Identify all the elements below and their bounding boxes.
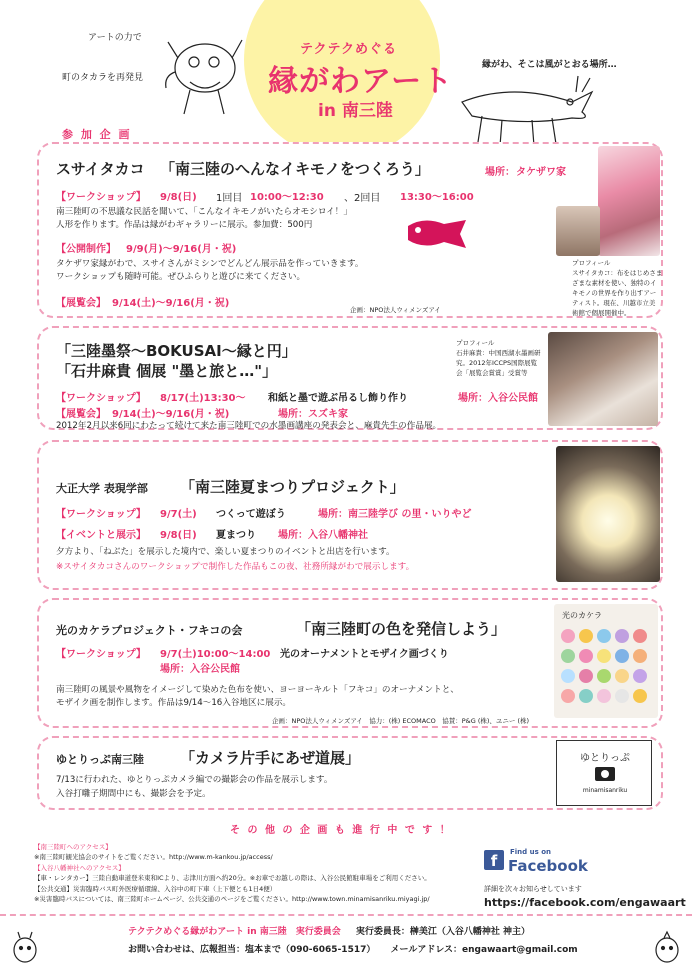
facebook-url[interactable]: https://facebook.com/engawaart [484,896,686,909]
card4-text-1: 南三陸町の風景や風物をイメージして染めた色布を使い、ヨーヨーキルト「フキコ」のオーナメントと、 [56,685,459,695]
mosaic-dots [558,626,654,714]
card1-pub-date: 9/9(月)～9/16(月・祝) [126,244,237,255]
card1-title-artist: スサイタカコ [56,160,145,178]
card4-ws-place-label: 場所： [160,664,190,675]
card1-ws-time1: 10:00～12:30 [250,192,324,203]
card3-ws-desc: つくって遊ぼう [216,509,286,520]
card2-title-2: 「石井麻貴 個展 "墨と旅と…"」 [56,362,278,380]
card3-ws-place: 南三陸学び の里・いりやど [348,509,472,520]
title-place: in 南三陸 [318,101,393,121]
card4-title-event: 「南三陸町の色を発信しよう」 [296,620,507,638]
mascot-left-illustration [10,930,40,966]
card1-profile-line: ざまな素材を使い、独特のイ [572,279,657,287]
card1-profile-line: 術館で個展開催中。 [572,309,631,317]
card2-ws-label: 【ワークショップ】 [56,393,146,404]
access-line: 【車・レンタカー】三陸自動車道登米東和ICより、志津川方面へ約20分。※お車でお越しの際は、入谷公民館駐車場をご利用ください。 [34,874,431,883]
card4-ws-label: 【ワークショップ】 [56,649,146,660]
card3-ws-label: 【ワークショップ】 [56,509,146,520]
access-line: ※災害臨時バスについては、南三陸町ホームページ、公共交通のページをご覧ください。http://www.town.minamisanriku.miyagi.jp/ [34,895,430,904]
card1-title-event: 「南三陸のへんなイキモノをつくろう」 [160,160,430,178]
card1-exh-date: 9/14(土)～9/16(月・祝) [112,298,230,309]
mascot-right-illustration [652,930,682,966]
facebook-note: 詳細を次々お知らせしています [484,885,582,893]
card1-pub-text2: ワークショップも随時可能。ぜひふらりと遊びに来てください。 [56,272,306,282]
footer-contact: お問い合わせは、広報担当：塩本まで（090-6065-1517） [128,945,376,955]
creature-doll-image [404,214,470,254]
creature-illustration-right [452,72,602,152]
card1-ws-date: 9/8(日) [160,192,197,203]
card3-ev-desc: 夏まつり [216,530,256,541]
facebook-find: Find us on [510,848,551,856]
footer-committee: テクテクめぐる縁がわアート in 南三陸 実行委員会 [128,927,341,937]
card3-title-org: 大正大学 表現学部 [56,482,148,495]
footer-chair: 実行委員長：榊美江（入谷八幡神社 神主） [355,927,531,937]
card1-place: タケザワ家 [516,167,566,178]
card2-ws-date: 8/17(土)13:30～ [160,393,246,404]
footer-line-1 [128,924,530,937]
card1-ws-time2: 13:30～16:00 [400,192,474,203]
card3-ev-date: 9/8(日) [160,530,197,541]
logo-sub: minamisanriku [582,787,628,794]
card1-ws-t1: 1回目 [216,193,243,204]
page-title: 縁がわアート [268,64,454,99]
card1-ws-text2: 人形を作ります。作品は縁がわギャラリーに展示。参加費：500円 [56,220,313,230]
card3-ev-label: 【イベントと展示】 [56,530,146,541]
card1-profile [572,258,662,318]
card1-ws-t2: 、2回目 [344,193,381,204]
card2-ws-desc: 和紙と墨で遊ぶ吊るし飾り作り [268,393,408,404]
card3-text-2: ※スサイタカコさんのワークショップで制作した作品もこの夜、社務所縁がわで展示します。 [56,562,415,572]
card2-exh-label: 【展覧会】 [56,409,106,420]
card4-ws-place: 入谷公民館 [190,664,240,675]
ishii-photo [548,332,658,426]
card1-profile-title: プロフィール [572,259,611,267]
access-heading-2: 【入谷八幡神社へのアクセス】 [34,863,125,872]
artist-photo [556,206,600,256]
card1-pub-label: 【公開制作】 [56,244,116,255]
card4-credit: 企画：NPO法人ウィメンズアイ 協力：(株) ECOMACO 協賛：P&G (株)、ユニー (株) [272,717,530,725]
card1-exh-label: 【展覧会】 [56,298,106,309]
card3-ws-place-label: 場所： [318,509,348,520]
card1-profile-line: スサイタカコ：布をはじめさま [572,269,663,277]
card3-title-event: 「南三陸夏まつりプロジェクト」 [180,478,405,496]
card4-text-2: モザイク画を制作します。作品は9/14～16入谷地区に展示。 [56,698,292,708]
card3-ev-place: 入谷八幡神社 [308,530,368,541]
camera-icon [595,767,615,781]
logo-text: ゆとりっぷ [580,753,630,764]
card2-ws-place: 入谷公民館 [488,393,538,404]
card2-exh-place-label: 場所： [278,409,308,420]
footer-mail: メールアドレス：engawaart@gmail.com [390,945,578,955]
title-small: テクテクめぐる [300,42,397,57]
card1-credit: 企画：NPO法人ウィメンズアイ [350,306,441,314]
card3-ws-date: 9/7(土) [160,509,197,520]
card1-ws-label: 【ワークショップ】 [56,192,146,203]
access-heading-1: 【南三陸町へのアクセス】 [34,843,112,851]
card1-ws-text1: 南三陸町の不思議な民話を聞いて、「こんなイキモノがいたらオモシロイ！」 [56,207,352,217]
card2-text: 2012年2月以来6回にわたって続けて来た南三陸町での水墨画講座の発表会と、麻貴先生の作品展。 [56,421,442,431]
card2-profile-line: 会「展覧会賞賞」受賞等 [456,369,528,377]
card2-profile-line: 究。2012年ICCPS国際展覧 [456,359,538,367]
card1-place-label: 場所： [485,167,515,178]
card4-ws-desc: 光のオーナメントとモザイク画づくり [280,649,449,660]
tagline-left-2: 町のタカラを再発見 [62,73,144,83]
mosaic-photo [554,604,658,718]
card5-title-event: 「カメラ片手にあぜ道展」 [180,749,361,767]
creature-illustration-left [160,28,250,118]
facebook-badge[interactable] [484,846,654,882]
facebook-brand: Facebook [508,857,588,875]
card4-ws-date: 9/7(土)10:00～14:00 [160,649,271,660]
card2-exh-date: 9/14(土)～9/16(月・祝) [112,409,230,420]
card5-title-org: ゆとりっぷ南三陸 [56,753,144,766]
card2-profile-line: 石井麻貴：中国西湖水墨画研 [456,349,541,357]
yutorip-logo [556,740,652,806]
card4-title-org: 光のカケラプロジェクト・フキコの会 [56,624,243,637]
card2-ws-place-label: 場所： [458,393,488,404]
card1-pub-text1: タケザワ家縁がわで、スサイさんがミシンでどんどん展示品を作っていきます。 [56,259,364,269]
card2-title-1: 「三陸墨祭～BOKUSAI～縁と円」 [56,342,297,360]
card1-profile-line: ティスト。現在、川越市立美 [572,299,656,307]
card2-exh-place: スズキ家 [308,409,348,420]
footer [0,914,692,980]
card5-text-2: 入谷打囃子期間中にも、撮影会を予定。 [56,789,211,799]
card4-photo-label: 光のカケラ [562,611,602,620]
card2-profile-title: プロフィール [456,339,495,347]
card3-ev-place-label: 場所： [278,530,308,541]
nebuta-photo [556,446,660,582]
footer-line-2 [128,942,578,955]
susai-photo [598,146,660,256]
other-events-note: そ の 他 の 企 画 も 進 行 中 で す ！ [230,825,452,836]
card1-profile-line: キモノの世界を作り出すアー [572,289,657,297]
access-info [34,842,431,904]
card5-text-1: 7/13に行われた、ゆとりっぷカメラ編での撮影会の作品を展示します。 [56,775,333,785]
tagline-right: 縁がわ、そこは風がとおる場所… [482,60,617,70]
facebook-icon: f [484,850,504,870]
tagline-left-1: アートの力で [88,33,142,43]
section-label: 参 加 企 画 [62,128,132,141]
access-line: ※南三陸町観光協会のサイトをご覧ください。http://www.m-kankou.jp/access/ [34,853,273,862]
access-line: 【公共交通】災害臨時バス町外医療循環線、入谷中の町下車（上下便とも1日4便） [34,884,277,893]
card2-profile [456,338,541,378]
card3-text-1: 夕方より、「ねぶた」を展示した境内で、楽しい夏まつりのイベントと出店を行います。 [56,547,395,557]
